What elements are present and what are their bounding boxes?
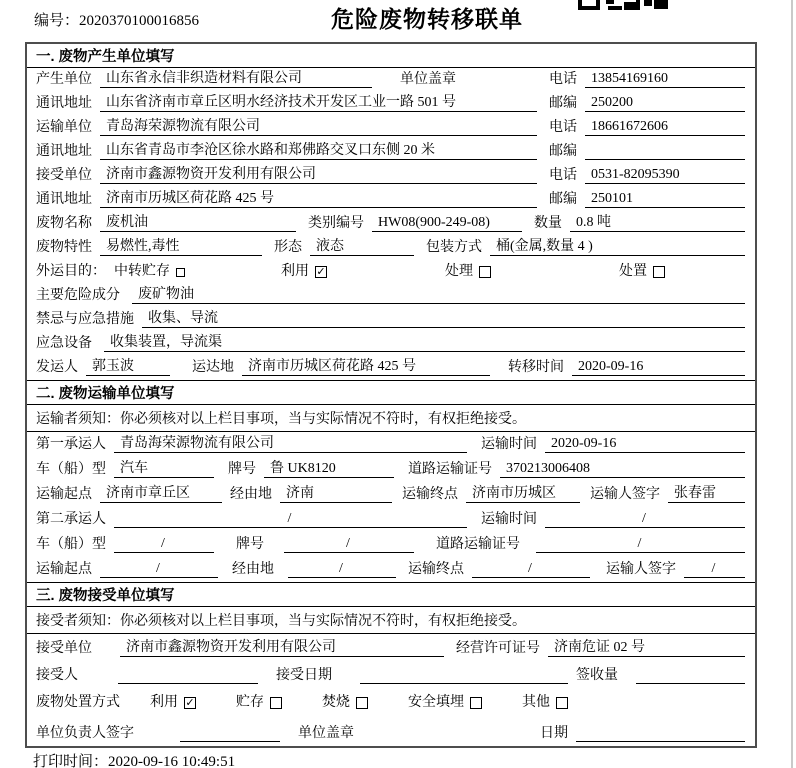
transport-time-label: 运输时间 bbox=[481, 512, 537, 527]
address-label: 通讯地址 bbox=[36, 144, 92, 159]
producer-zip-value: 250200 bbox=[585, 95, 745, 112]
receiver-phone-value: 0531-82095390 bbox=[585, 167, 745, 184]
terminus-label: 运输终点 bbox=[408, 562, 464, 577]
terminus-value: / bbox=[472, 561, 590, 578]
producer-unit-value: 山东省永信非织造材料有限公司 bbox=[100, 67, 372, 88]
section2-header: 二. 废物运输单位填写 bbox=[27, 380, 755, 405]
disposal-storage-label: 贮存 bbox=[236, 695, 264, 710]
transfer-time-value: 2020-09-16 bbox=[572, 359, 745, 376]
first-carrier-label: 第一承运人 bbox=[36, 437, 106, 452]
category-code-label: 类别编号 bbox=[308, 216, 364, 231]
transporter-unit-label: 运输单位 bbox=[36, 120, 92, 135]
disposal-incinerate-label: 焚烧 bbox=[322, 695, 350, 710]
row-emergency-equipment bbox=[27, 332, 755, 356]
row-second-vehicle bbox=[27, 532, 755, 557]
qr-finder-pattern bbox=[578, 0, 600, 10]
purpose-dispose-label: 处置 bbox=[619, 264, 647, 279]
plate-value: / bbox=[284, 536, 414, 553]
row-shipper bbox=[27, 356, 755, 380]
road-permit-value: / bbox=[536, 536, 745, 553]
row-second-carrier bbox=[27, 507, 755, 532]
phone-label: 电话 bbox=[549, 72, 577, 87]
zip-label: 邮编 bbox=[549, 96, 577, 111]
phone-label: 电话 bbox=[549, 168, 577, 183]
destination-value: 济南市历城区荷花路 425 号 bbox=[242, 355, 490, 376]
accept-date-value bbox=[360, 667, 568, 684]
transporter-address-value: 山东省青岛市李沧区徐水路和郑佛路交叉口东侧 20 米 bbox=[100, 139, 537, 160]
receiver-unit-label: 接受单位 bbox=[36, 168, 92, 183]
disposal-incinerate-checkbox[interactable] bbox=[356, 697, 368, 709]
disposal-utilize-label: 利用 bbox=[150, 695, 178, 710]
page-edge-divider bbox=[791, 0, 793, 768]
doc-number bbox=[34, 9, 199, 30]
terminus-label: 运输终点 bbox=[402, 487, 458, 502]
section-transporter bbox=[27, 380, 755, 582]
manager-sign-label: 单位负责人签字 bbox=[36, 726, 134, 741]
signed-qty-value bbox=[636, 667, 745, 684]
packing-value: 桶(金属,数量 4 ) bbox=[490, 235, 745, 256]
packing-label: 包装方式 bbox=[426, 240, 482, 255]
waste-name-value: 废机油 bbox=[100, 211, 296, 232]
plate-value: 鲁 UK8120 bbox=[264, 457, 394, 478]
first-carrier-time-value: 2020-09-16 bbox=[545, 436, 745, 453]
receiver-unit-value: 济南市鑫源物资开发利用有限公司 bbox=[100, 163, 537, 184]
disposal-other-checkbox[interactable] bbox=[556, 697, 568, 709]
transport-time-label: 运输时间 bbox=[481, 437, 537, 452]
row-receiver-address bbox=[27, 188, 755, 212]
disposal-utilize-checkbox[interactable]: ✓ bbox=[185, 696, 195, 709]
quantity-label: 数量 bbox=[534, 216, 562, 231]
purpose-dispose-checkbox[interactable] bbox=[653, 266, 665, 278]
carrier-sign-value: 张春雷 bbox=[668, 482, 745, 503]
section3-header: 三. 废物接受单位填写 bbox=[27, 582, 755, 607]
waste-character-label: 废物特性 bbox=[36, 240, 92, 255]
transporter-phone-value: 18661672606 bbox=[585, 119, 745, 136]
purpose-utilize-label: 利用 bbox=[281, 264, 309, 279]
form-value: 液态 bbox=[310, 235, 414, 256]
doc-number-label: 编号： bbox=[34, 13, 80, 29]
transporter-zip-value bbox=[585, 143, 745, 160]
row-hazard-component bbox=[27, 284, 755, 308]
producer-phone-value: 13854169160 bbox=[585, 71, 745, 88]
acceptor-value bbox=[118, 667, 258, 684]
row-manager-signature bbox=[27, 715, 755, 746]
road-permit-label: 道路运输证号 bbox=[408, 462, 492, 477]
waste-name-label: 废物名称 bbox=[36, 216, 92, 231]
disposal-landfill-checkbox[interactable] bbox=[470, 697, 482, 709]
unit-seal-label: 单位盖章 bbox=[400, 72, 456, 87]
transporter-notice: 运输者须知：你必须核对以上栏目事项，当与实际情况不符时，有权拒绝接受。 bbox=[27, 405, 755, 432]
origin-label: 运输起点 bbox=[36, 487, 92, 502]
zip-label: 邮编 bbox=[549, 144, 577, 159]
receiver-zip-value: 250101 bbox=[585, 191, 745, 208]
purpose-treat-label: 处理 bbox=[445, 264, 473, 279]
phone-label: 电话 bbox=[549, 120, 577, 135]
row-first-route bbox=[27, 482, 755, 507]
transfer-form bbox=[25, 42, 757, 748]
carrier-sign-label: 运输人签字 bbox=[606, 562, 676, 577]
second-carrier-value: / bbox=[114, 511, 467, 528]
acceptor-label: 接受人 bbox=[36, 668, 78, 683]
row-first-carrier bbox=[27, 432, 755, 457]
vehicle-type-value: / bbox=[114, 536, 214, 553]
vehicle-type-label: 车（船）型 bbox=[36, 462, 106, 477]
purpose-transfer-storage-label: 中转贮存 bbox=[114, 264, 170, 279]
vehicle-type-value: 汽车 bbox=[114, 457, 214, 478]
disposal-landfill-label: 安全填埋 bbox=[408, 695, 464, 710]
row-waste-character bbox=[27, 236, 755, 260]
qr-code-fragment bbox=[578, 0, 670, 10]
print-time bbox=[33, 750, 235, 768]
waste-character-value: 易燃性,毒性 bbox=[100, 235, 262, 256]
receiver-address-value: 济南市历城区荷花路 425 号 bbox=[100, 187, 537, 208]
emergency-measures-value: 收集、导流 bbox=[142, 307, 745, 328]
print-time-value: 2020-09-16 10:49:51 bbox=[108, 754, 236, 768]
doc-number-value: 2020370100016856 bbox=[79, 13, 200, 29]
via-value: 济南 bbox=[280, 482, 392, 503]
row-producer-unit bbox=[27, 68, 755, 92]
disposal-storage-checkbox[interactable] bbox=[270, 697, 282, 709]
row-acceptor bbox=[27, 661, 755, 688]
row-transport-purpose bbox=[27, 260, 755, 284]
emergency-equipment-value: 收集装置，导流渠 bbox=[104, 331, 745, 352]
date-value bbox=[576, 725, 745, 742]
producer-address-value: 山东省济南市章丘区明水经济技术开发区工业一路 501 号 bbox=[100, 91, 537, 112]
receiving-unit-value: 济南市鑫源物资开发利用有限公司 bbox=[120, 636, 444, 657]
disposal-method-label: 废物处置方式 bbox=[36, 695, 120, 710]
row-disposal-method bbox=[27, 688, 755, 715]
first-carrier-value: 青岛海荣源物流有限公司 bbox=[114, 432, 467, 453]
receiving-unit-label: 接受单位 bbox=[36, 641, 92, 656]
second-carrier-time-value: / bbox=[545, 511, 745, 528]
purpose-label: 外运目的： bbox=[36, 264, 106, 279]
road-permit-label: 道路运输证号 bbox=[436, 537, 520, 552]
page-title: 危险废物转移联单 bbox=[331, 6, 523, 32]
road-permit-value: 370213006408 bbox=[500, 461, 745, 478]
shipper-label: 发运人 bbox=[36, 360, 78, 375]
purpose-transfer-storage-checkbox[interactable] bbox=[176, 268, 185, 277]
row-second-route bbox=[27, 557, 755, 582]
second-carrier-label: 第二承运人 bbox=[36, 512, 106, 527]
address-label: 通讯地址 bbox=[36, 192, 92, 207]
row-transporter-address bbox=[27, 140, 755, 164]
plate-label: 牌号 bbox=[228, 462, 256, 477]
accept-date-label: 接受日期 bbox=[276, 668, 332, 683]
quantity-value: 0.8 吨 bbox=[570, 211, 745, 232]
disposal-other-label: 其他 bbox=[522, 695, 550, 710]
producer-unit-label: 产生单位 bbox=[36, 72, 92, 87]
via-label: 经由地 bbox=[232, 562, 274, 577]
manager-sign-value bbox=[180, 725, 280, 742]
vehicle-type-label: 车（船）型 bbox=[36, 537, 106, 552]
row-producer-address bbox=[27, 92, 755, 116]
hazard-component-value: 废矿物油 bbox=[132, 283, 745, 304]
address-label: 通讯地址 bbox=[36, 96, 92, 111]
row-receiving-unit bbox=[27, 634, 755, 661]
transporter-unit-value: 青岛海荣源物流有限公司 bbox=[100, 115, 537, 136]
category-code-value: HW08(900-249-08) bbox=[372, 215, 522, 232]
section-receiver bbox=[27, 582, 755, 746]
receiver-notice: 接受者须知：你必须核对以上栏目事项，当与实际情况不符时，有权拒绝接受。 bbox=[27, 607, 755, 634]
purpose-utilize-checkbox[interactable]: ✓ bbox=[316, 265, 326, 278]
via-value: / bbox=[288, 561, 396, 578]
section1-header: 一. 废物产生单位填写 bbox=[27, 44, 755, 68]
via-label: 经由地 bbox=[230, 487, 272, 502]
row-transporter-unit bbox=[27, 116, 755, 140]
zip-label: 邮编 bbox=[549, 192, 577, 207]
emergency-measures-label: 禁忌与应急措施 bbox=[36, 312, 134, 327]
form-label: 形态 bbox=[274, 240, 302, 255]
terminus-value: 济南市历城区 bbox=[466, 482, 580, 503]
destination-label: 运达地 bbox=[192, 360, 234, 375]
unit-seal-label: 单位盖章 bbox=[298, 726, 354, 741]
row-emergency-measures bbox=[27, 308, 755, 332]
signed-qty-label: 签收量 bbox=[576, 668, 618, 683]
date-label: 日期 bbox=[540, 726, 568, 741]
license-value: 济南危证 02 号 bbox=[548, 636, 745, 657]
purpose-treat-checkbox[interactable] bbox=[479, 266, 491, 278]
print-time-label: 打印时间： bbox=[33, 754, 109, 768]
origin-value: / bbox=[100, 561, 218, 578]
origin-value: 济南市章丘区 bbox=[100, 482, 222, 503]
license-label: 经营许可证号 bbox=[456, 641, 540, 656]
emergency-equipment-label: 应急设备 bbox=[36, 336, 92, 351]
carrier-sign-label: 运输人签字 bbox=[590, 487, 660, 502]
hazard-component-label: 主要危险成分 bbox=[36, 288, 120, 303]
section-producer bbox=[27, 44, 755, 380]
row-receiver-unit bbox=[27, 164, 755, 188]
row-waste-name bbox=[27, 212, 755, 236]
carrier-sign-value: / bbox=[684, 561, 745, 578]
plate-label: 牌号 bbox=[236, 537, 264, 552]
shipper-value: 郭玉波 bbox=[86, 355, 170, 376]
transfer-time-label: 转移时间 bbox=[508, 360, 564, 375]
row-first-vehicle bbox=[27, 457, 755, 482]
origin-label: 运输起点 bbox=[36, 562, 92, 577]
